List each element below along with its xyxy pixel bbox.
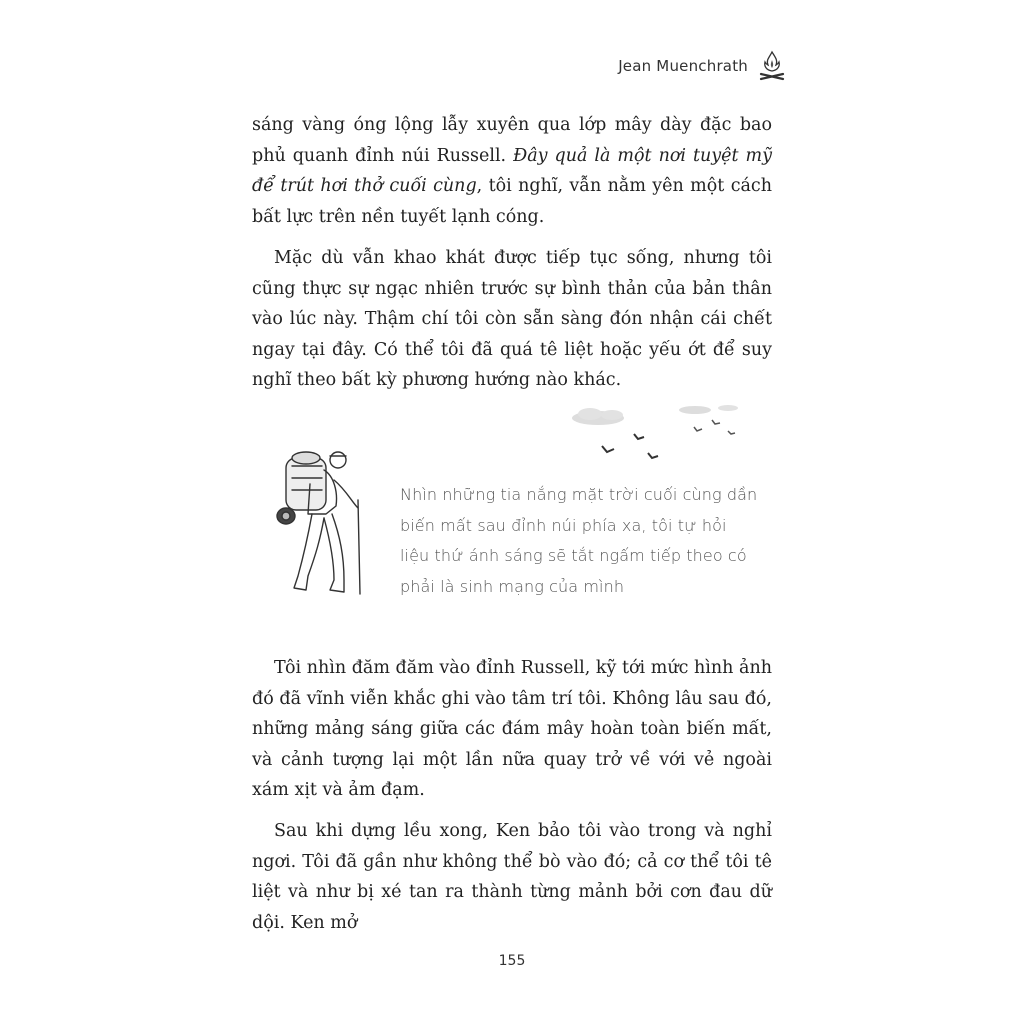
clouds-and-birds-illustration [560,398,760,468]
paragraph-4 [252,816,772,938]
paragraph-2-text: Mặc dù vẫn khao khát được tiếp tục sống, nhưng tôi cũng thực sự ngạc nhiên trước sự bình thản của bản thân vào lúc này. Thậm chí tôi còn sẵn sàng đón nhận cái chết ngay tại đây. Có thể tôi đã quá tê liệt hoặc yếu ớt để suy nghĩ theo bất kỳ phương hướng nào khác. [252,248,772,390]
paragraph-3 [252,653,772,806]
pull-quote: Nhìn những tia nắng mặt trời cuối cùng dần biến mất sau đỉnh núi phía xa, tôi tự hỏi liệu thứ ánh sáng sẽ tắt ngấm tiếp theo có phải là sinh mạng của mình [400,485,758,596]
author-name: Jean Muenchrath [618,57,748,75]
paragraph-1-italic-thought: Đây quả là một nơi tuyệt mỹ để trút hơi thở cuối cùng [252,145,772,196]
paragraph-1 [252,110,772,232]
paragraph-1-text-end: , tôi nghĩ, vẫn nằm yên một cách bất lực trên nền tuyết lạnh cóng. [252,176,772,227]
paragraph-3-text: Tôi nhìn đăm đăm vào đỉnh Russell, kỹ tới mức hình ảnh đó đã vĩnh viễn khắc ghi vào tâm trí tôi. Không lâu sau đó, những mảng sáng giữa các đám mây hoàn toàn biến mất, và cảnh tượng lại một lần nữa quay trở về với vẻ ngoài xám xịt và ảm đạm. [252,658,772,800]
paragraph-1-text-start: sáng vàng óng lộng lẫy xuyên qua lớp mây dày đặc bao phủ quanh đỉnh núi Russell. [252,115,772,166]
paragraph-4-text: Sau khi dựng lều xong, Ken bảo tôi vào trong và nghỉ ngơi. Tôi đã gần như không thể bò vào đó; cả cơ thể tôi tê liệt và như bị xé tan ra thành từng mảnh bởi cơn đau dữ dội. Ken mở [252,821,772,933]
campfire-icon [756,50,788,82]
hiker-illustration [268,444,378,602]
page-header [618,50,788,82]
page-number: 155 [498,953,526,969]
paragraph-2 [252,243,772,396]
